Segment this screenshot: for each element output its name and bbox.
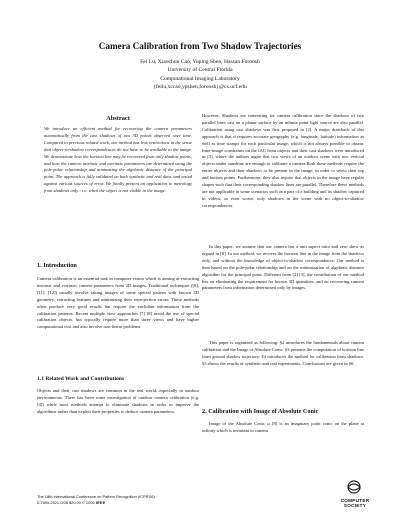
paper-title: Camera Calibration from Two Shadow Trajectories — [98, 41, 302, 51]
section-heading-calibration-iac: 2. Calibration with Image of Absolute Conic — [202, 408, 319, 415]
computer-society-label — [328, 498, 382, 508]
logo-text-computer: COMPUTER — [340, 498, 370, 503]
right-column-paragraph-3: This paper is organized as following: §2 introduces the fundamentals about camera calibration and the Image of Absolute Conic. §3 presents the computation of horizon line from ground shadow trajectory. §4 introduces the method for calibration from shadows. §5 shows the results of synthetic and real experiments. Conclusions are given in §6. — [202, 340, 364, 366]
right-column-paragraph-1: However, Shadows are interesting for camera calibration since the shadows of two parallel lines cast on a planar surface by an infinite point light source are also parallel. Calibration using cast shadows was first proposed in [2]. A major drawback of this approach is that it requires accurate geography (e.g. longitude, latitude) information as well as time stamps for each particular image, which is not always possible to obtain. Inter-image constraints on the IAC from objects and their cast shadows were introduced in [3], where the authors argue that two views of an outdoor scene with two vertical objects under sunshine are enough to calibrate a camera.Both these methods require the entire objects and their shadows to be present in the image, in order to select their top and bottom points. Furthermore, they also require that objects in the image have regular shapes such that their corresponding shadow lines are parallel. Therefore these methods are not applicable in some scenarios such as a part of a building and its shadow captured in videos, or even worse, only shadows in the scene with no object-to-shadow correspondences. — [202, 113, 364, 208]
footer-conference: The 18th International Conference on Pattern Recognition (ICPR'06) — [37, 494, 155, 499]
affiliation-university: University of Central Florida — [167, 67, 233, 74]
section2-paragraph: Image of the Absolute Conic ω [8] is an imaginary point conic on the plane at infinity which is invariant to camera — [202, 421, 364, 433]
footer-copyright-text: 0-7695-2521-0/06 $20.00 © 2006 — [37, 499, 95, 505]
related-work-paragraph: Objects and their cast shadows are common in the real world, especially in outdoor environments. There has been some investigation of outdoor camera calibration (e.g. [4]) while most methods attempt to eliminate shadows in order to improve the algorithms rather than exploit their properties to deduce camera parameters. — [37, 388, 199, 414]
subsection-heading-related-work: 1.1 Related Work and Contributions — [37, 376, 125, 382]
abstract-text: We introduce an efficient method for recovering the camera parameters automatically from the cast shadows of two 3D points observed over time. Compared to previous related work, our method has less restrictions in the sense that object-to-shadow correspondences do not have to be available in the image. We demonstrate how the horizon line may be recovered from only shadow points, and how the camera intrinsic and extrinsic parameters are determined using the pole-polar relationship and minimizing the algebraic distance of the principal point. The approach is fully validated on both synthetic and real data, and tested against various sources of error. We finally present an application to metrology from shadows only - i.e. when the object is not visible in the image. — [44, 126, 192, 194]
section-heading-introduction: 1. Introduction — [37, 262, 77, 269]
intro-paragraph: Camera calibration is an essential task in computer vision which is aiming at extracting intrinsic and extrinsic camera parameters from 2D images. Traditional techniques ([8], [11], [12]) usually involve taking images of some special pattern with known 3D geometry, extracting features and minimizing their reprojection errors. These methods often produce very good results but require the euclidian information from the calibration patterns. Recent multiple view approaches [7] [8] avoid the use of special calibration objects, but typically require more than three views and have higher computational cost and also involve non-linear problems. — [37, 276, 199, 330]
abstract-heading: Abstract — [106, 115, 130, 122]
affiliation-lab: Computational Imaging Laboratory — [160, 75, 240, 82]
right-column-paragraph-2: In this paper, we assume that our camera has a unit aspect ratio and zero skew as argued in [8]. In our method, we recover the horizon line in the image from the shadows only, and without the knowledge of object-to-shadow correspondence. Our method is then based on the pole-polar relationship and on the minimization of algebraic distance algorithm for the principal point. Different from [2] [3], the contribution of our method lies on eliminating the requirement for known 3D quantities, and on recovering camera parameters from information determined only by images. — [202, 244, 364, 291]
footer-copyright — [37, 500, 237, 505]
author-names: Fei Lu, Xiaochun Cao, Yuping Shen, Hassan Foroosh — [140, 59, 260, 65]
author-email: {feilu,xccao,ypshen,foroosh}@cs.ucf.edu — [153, 84, 247, 91]
author-block — [90, 58, 310, 92]
logo-text-society: SOCIETY — [343, 503, 367, 509]
ieee-mark: IEEE — [95, 499, 106, 505]
